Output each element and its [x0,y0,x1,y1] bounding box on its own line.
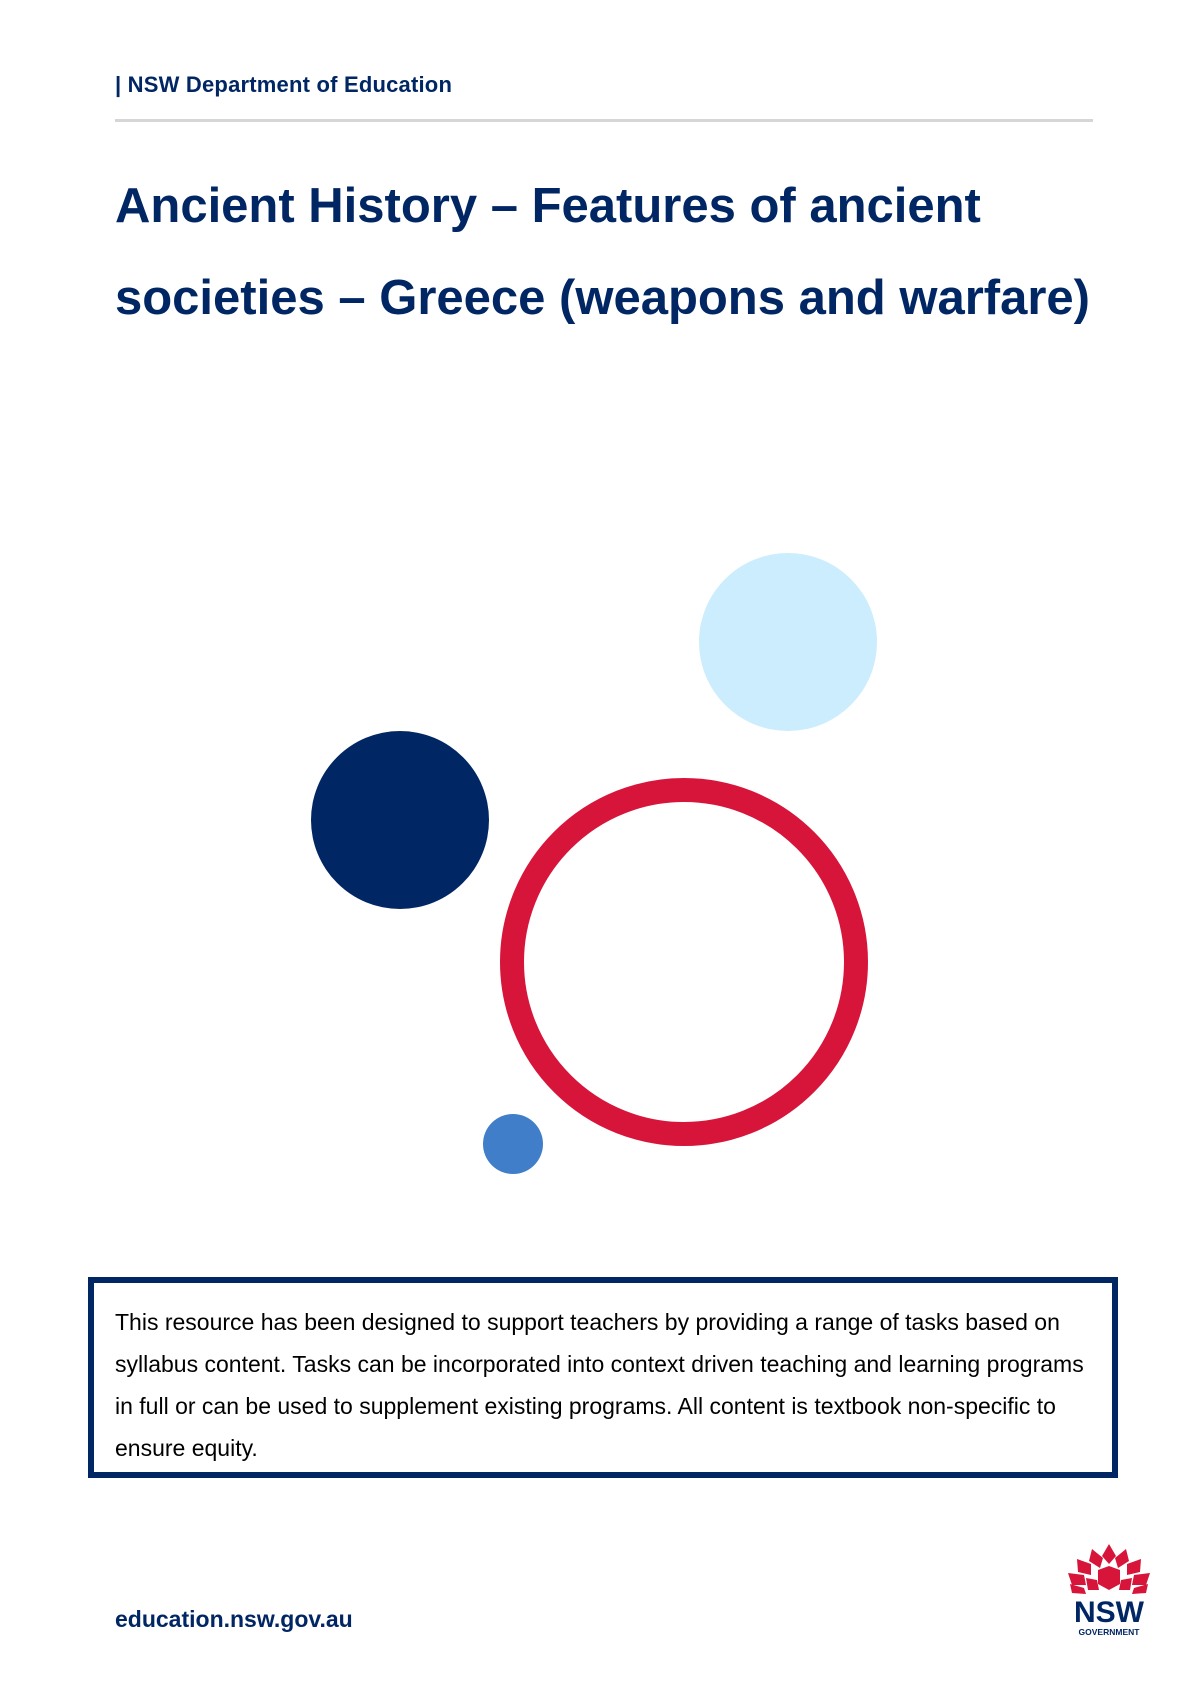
red-ring [512,790,856,1134]
document-title: Ancient History – Features of ancient societies – Greece (weapons and warfare) [115,179,1090,325]
footer-url[interactable]: education.nsw.gov.au [115,1606,353,1632]
mid-blue-circle [483,1114,543,1174]
nsw-government-logo [1062,1540,1156,1638]
navy-circle [311,731,489,909]
light-blue-circle [699,553,877,731]
logo-wordmark: NSW [1074,1596,1144,1629]
info-box-text: This resource has been designed to support teachers by providing a range of tasks based on syllabus content. Tasks can be incorporated into context driven teaching and learning programs in full or can be used to supplement existing programs. All content is textbook non-specific to ensure equity. [115,1309,1084,1461]
waratah-icon [1068,1544,1150,1594]
header-divider [115,119,1093,122]
department-header: | NSW Department of Education [115,72,453,97]
info-box [88,1277,1118,1478]
logo-subtext: GOVERNMENT [1078,1627,1140,1637]
